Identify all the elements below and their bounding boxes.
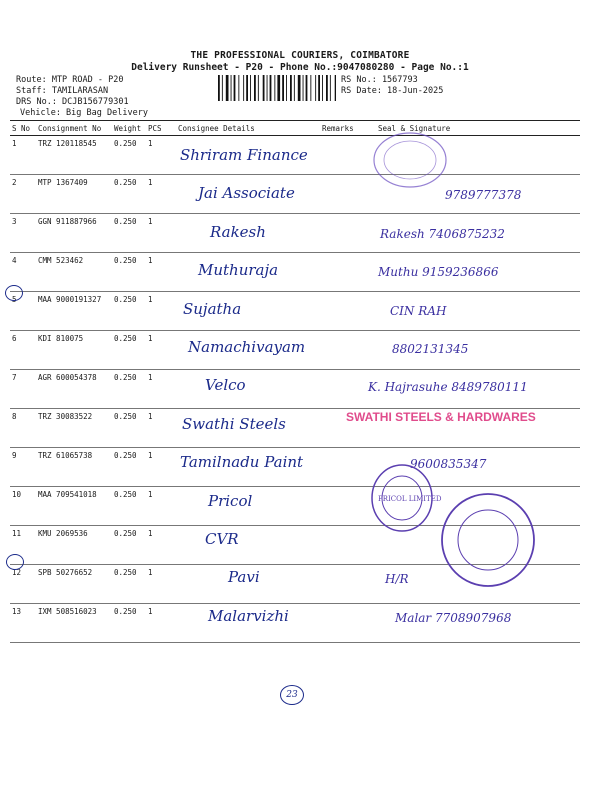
cell-weight: 0.250: [112, 526, 146, 565]
cell-sno: 9: [10, 448, 36, 487]
cell-consignment: AGR 600054378: [36, 370, 112, 409]
col-weight: Weight: [112, 121, 146, 136]
col-remarks: Remarks: [320, 121, 376, 136]
rs-number: RS No.: 1567793: [341, 75, 418, 85]
cell-consignment: CMM 523462: [36, 253, 112, 292]
round-seal-stamp: [370, 130, 450, 190]
cell-pcs: 1: [146, 214, 176, 253]
cell-consignment: KMU 2069536: [36, 526, 112, 565]
cell-sno: 8: [10, 409, 36, 448]
handwritten-consignee: Sujatha: [183, 299, 242, 318]
cell-consignment: KDI 810075: [36, 331, 112, 370]
cell-weight: 0.250: [112, 253, 146, 292]
cell-sno: 7: [10, 370, 36, 409]
handwritten-consignee: Malarvizhi: [208, 606, 289, 625]
cell-consignment: MAA 9000191327: [36, 292, 112, 331]
swathi-stamp: SWATHI STEELS & HARDWARES: [346, 410, 536, 424]
cell-pcs: 1: [146, 292, 176, 331]
handwritten-consignee: Shriram Finance: [180, 146, 308, 164]
cell-consignee: [176, 370, 320, 409]
handwritten-signature: Muthu 9159236866: [378, 265, 499, 280]
circle-mark: [6, 554, 24, 570]
cell-weight: 0.250: [112, 604, 146, 643]
runsheet-subtitle: Delivery Runsheet - P20 - Phone No.:9047080280 - Page No.:1: [131, 62, 469, 73]
cell-consignment: TRZ 120118545: [36, 136, 112, 175]
cell-remarks: [320, 292, 376, 331]
cell-consignment: MAA 709541018: [36, 487, 112, 526]
cell-weight: 0.250: [112, 331, 146, 370]
col-sno: S No: [10, 121, 36, 136]
cell-weight: 0.250: [112, 565, 146, 604]
handwritten-signature: Rakesh 7406875232: [380, 226, 505, 241]
handwritten-signature: 9600835347: [410, 457, 487, 472]
handwritten-consignee: Jai Associate: [198, 184, 295, 203]
cell-sno: 12: [10, 565, 36, 604]
cell-remarks: [320, 175, 376, 214]
route-label: Route: MTP ROAD - P20: [16, 75, 124, 85]
table-header-row: [10, 121, 580, 136]
cell-pcs: 1: [146, 370, 176, 409]
col-consignment: Consignment No: [36, 121, 112, 136]
parivar-round-stamp: [438, 490, 538, 590]
cell-weight: 0.250: [112, 136, 146, 175]
drs-number: DRS No.: DCJB156779301: [16, 97, 129, 107]
cell-pcs: 1: [146, 487, 176, 526]
handwritten-signature: Malar 7708907968: [395, 610, 512, 625]
handwritten-consignee: Muthuraja: [198, 261, 279, 280]
cell-pcs: 1: [146, 526, 176, 565]
cell-consignment: TRZ 61065738: [36, 448, 112, 487]
circle-mark: [5, 285, 23, 301]
handwritten-signature: 8802131345: [392, 342, 469, 356]
staff-label: Staff: TAMILARASAN: [16, 86, 109, 96]
handwritten-consignee: Pavi: [228, 568, 260, 587]
handwritten-signature: H/R: [385, 572, 409, 587]
rs-date: RS Date: 18-Jun-2025: [341, 86, 444, 96]
cell-sno: 3: [10, 214, 36, 253]
cell-pcs: 1: [146, 604, 176, 643]
page-number: 23: [280, 685, 304, 705]
cell-remarks: [320, 136, 376, 175]
company-title: THE PROFESSIONAL COURIERS, COIMBATORE: [190, 50, 410, 61]
table-row: [10, 292, 580, 331]
col-pcs: PCS: [146, 121, 176, 136]
cell-remarks: [320, 253, 376, 292]
handwritten-consignee: Tamilnadu Paint: [180, 453, 304, 472]
pricol-stamp-text: PRICOL LIMITED: [378, 495, 442, 503]
cell-pcs: 1: [146, 448, 176, 487]
cell-sno: 2: [10, 175, 36, 214]
cell-pcs: 1: [146, 175, 176, 214]
cell-consignee: [176, 526, 320, 565]
handwritten-consignee: Namachivayam: [188, 338, 306, 356]
cell-remarks: [320, 214, 376, 253]
col-seal: Seal & Signature: [376, 121, 580, 136]
cell-sno: 4: [10, 253, 36, 292]
cell-sno: 10: [10, 487, 36, 526]
handwritten-consignee: Velco: [205, 376, 246, 395]
cell-consignment: SPB 50276652: [36, 565, 112, 604]
handwritten-consignee: Rakesh: [210, 222, 266, 241]
cell-pcs: 1: [146, 565, 176, 604]
cell-remarks: [320, 604, 376, 643]
vehicle-label: Vehicle: Big Bag Delivery: [20, 108, 148, 118]
cell-remarks: [320, 331, 376, 370]
cell-remarks: [320, 565, 376, 604]
handwritten-consignee: CVR: [205, 530, 239, 548]
cell-consignment: IXM 508516023: [36, 604, 112, 643]
cell-sno: 5: [10, 292, 36, 331]
handwritten-signature: K. Hajrasuhe 8489780111: [368, 380, 528, 395]
cell-pcs: 1: [146, 253, 176, 292]
cell-consignment: MTP 1367409: [36, 175, 112, 214]
cell-pcs: 1: [146, 331, 176, 370]
handwritten-consignee: Pricol: [208, 491, 253, 510]
cell-weight: 0.250: [112, 214, 146, 253]
cell-sno: 6: [10, 331, 36, 370]
cell-consignment: TRZ 30083522: [36, 409, 112, 448]
cell-weight: 0.250: [112, 409, 146, 448]
cell-pcs: 1: [146, 136, 176, 175]
cell-weight: 0.250: [112, 448, 146, 487]
cell-pcs: 1: [146, 409, 176, 448]
cell-sno: 1: [10, 136, 36, 175]
cell-consignment: GGN 911887966: [36, 214, 112, 253]
barcode-image: [218, 75, 336, 101]
cell-weight: 0.250: [112, 175, 146, 214]
cell-sno: 11: [10, 526, 36, 565]
handwritten-signature: CIN RAH: [390, 303, 447, 318]
handwritten-signature: 9789777378: [445, 188, 522, 203]
cell-weight: 0.250: [112, 292, 146, 331]
cell-weight: 0.250: [112, 370, 146, 409]
cell-sno: 13: [10, 604, 36, 643]
cell-weight: 0.250: [112, 487, 146, 526]
handwritten-consignee: Swathi Steels: [182, 414, 286, 433]
col-consignee: Consignee Details: [176, 121, 320, 136]
